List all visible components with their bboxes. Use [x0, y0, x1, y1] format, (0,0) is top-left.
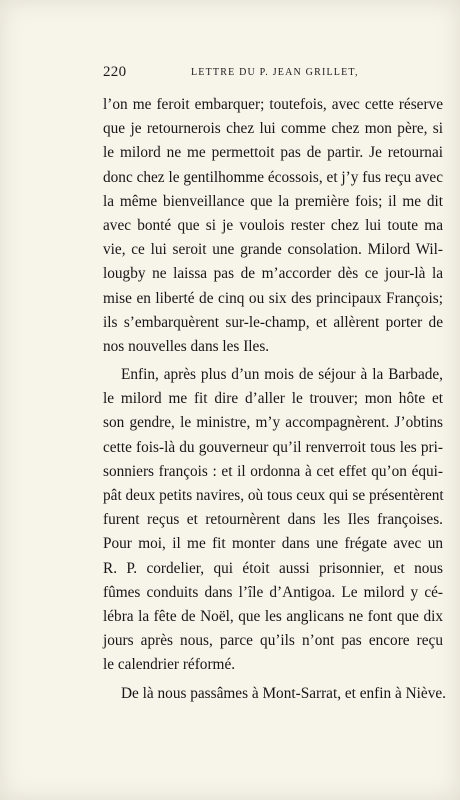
- text-line: Pour moi, il me fit monter dans une frégate avec un: [103, 535, 443, 553]
- text-line: R. P. cordelier, qui étoit aussi prisonnier, et nous: [103, 559, 443, 577]
- text-line: ils s’embarquèrent sur-le-champ, et allèrent porter de: [103, 313, 443, 331]
- body-text: [103, 93, 446, 706]
- text-line: l’on me feroit embarquer; toutefois, avec cette réserve: [103, 96, 443, 113]
- text-line: le milord ne me permettoit pas de partir. Je retournai: [103, 144, 443, 162]
- page-header: [103, 64, 443, 84]
- text-line: lougby ne laissa pas de m’accorder dès ce jour-là la: [103, 265, 443, 283]
- text-line: mise en liberté de cinq ou six des principaux François;: [103, 289, 443, 307]
- text-line: le milord me fit dire d’aller le trouver; mon hôte et: [103, 390, 443, 408]
- text-line: furent reçus et retournèrent dans les Iles françoises.: [103, 511, 443, 529]
- text-line: Enfin, après plus d’un mois de séjour à la Barbade,: [121, 366, 443, 384]
- paragraph-3: [103, 682, 446, 706]
- text-line: vie, ce lui seroit une grande consolation. Milord Wil-: [103, 241, 443, 259]
- text-line: De là nous passâmes à Mont-Sarrat, et enfin à Niève.: [121, 684, 446, 702]
- paragraph-2: [103, 363, 443, 677]
- text-line: que je retournerois chez lui comme chez mon père, si: [103, 120, 443, 138]
- running-head: LETTRE DU P. JEAN GRILLET,: [191, 67, 359, 78]
- text-line: fûmes conduits dans l’île d’Antigoa. Le milord y cé-: [103, 583, 443, 601]
- text-line: son gendre, le ministre, m’y accompagnèrent. J’obtins: [103, 414, 443, 432]
- text-line: pât deux petits navires, où tous ceux qui se présentèrent: [103, 487, 444, 504]
- text-line: cette fois-là du gouverneur qu’il renverroit tous les pri-: [103, 438, 443, 456]
- text-line: nos nouvelles dans les Iles.: [103, 337, 270, 355]
- paragraph-1: [103, 93, 443, 359]
- page-number: 220: [103, 64, 127, 80]
- text-line: donc chez le gentilhomme écossois, et j’y fus reçu avec: [103, 168, 443, 186]
- text-line: lébra la fête de Noël, que les anglicans ne font que dix: [103, 607, 443, 625]
- text-line: sonniers françois : et il ordonna à cet effet qu’on équi-: [103, 462, 443, 480]
- text-line: le calendrier réformé.: [103, 656, 236, 674]
- text-line: avec bonté que si je voulois rester chez lui toute ma: [103, 216, 443, 234]
- text-line: la même bienveillance que la première fois; il me dit: [103, 192, 443, 210]
- text-line: jours après nous, parce qu’ils n’ont pas encore reçu: [103, 632, 443, 650]
